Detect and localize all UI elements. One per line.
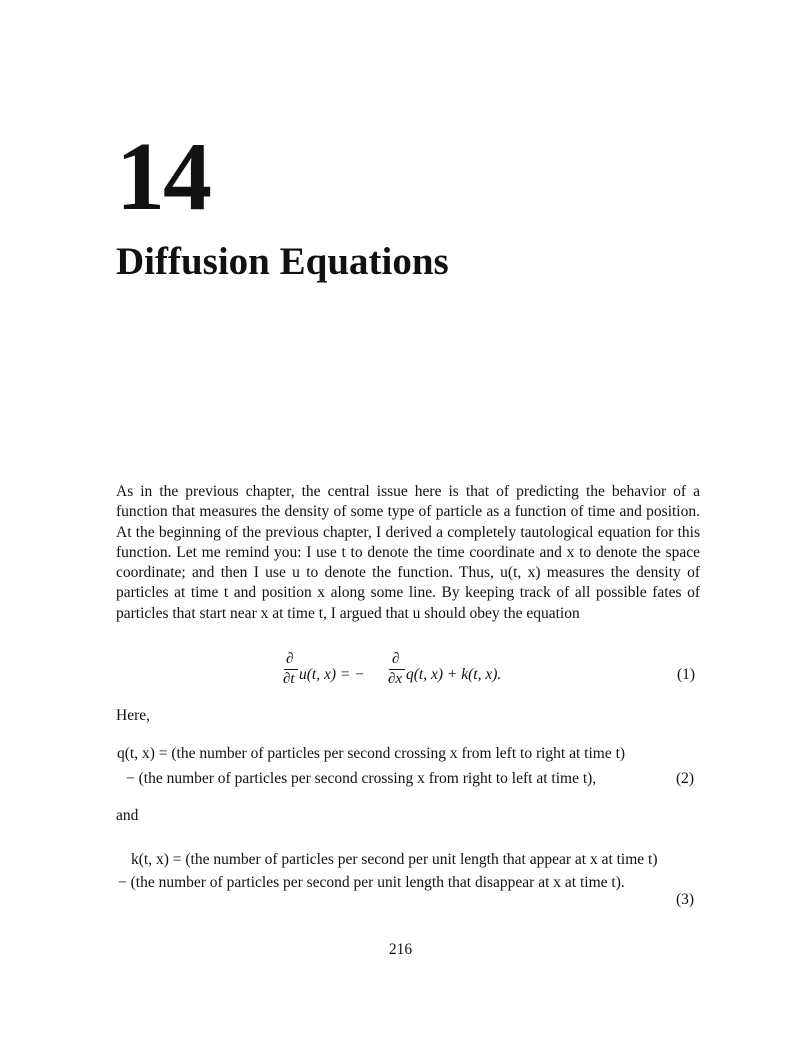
fraction-bar-left [284, 669, 298, 670]
equation-1-rhs: q(t, x) + k(t, x). [406, 666, 502, 683]
equation-2-line-2: − (the number of particles per second crossing x from right to left at time t), [126, 770, 597, 787]
equation-3-line-1: k(t, x) = (the number of particles per second per unit length that appear at x at time t) [131, 851, 658, 868]
equation-3-line-2: − (the number of particles per second per unit length that disappear at x at time t). [118, 874, 625, 891]
equation-3-number: (3) [676, 891, 695, 908]
fraction-bar-right [389, 669, 405, 670]
partial-t-denominator: ∂t [283, 671, 295, 687]
equation-2-number: (2) [676, 770, 695, 787]
page-number: 216 [388, 941, 413, 958]
and-label: and [116, 807, 139, 824]
intro-paragraph: As in the previous chapter, the central issue here is that of predicting the behavior of a function that measures the density of some type of particle as a function of time and position. At the beginning of the previous chapter, I derived a completely tautological equation for this function. Let me remind you: I use t to denote the time coordinate and x to denote the space coordinate; and then I use u to denote the function. Thus, u(t, x) measures the density of particles at time t and position x along some line. By keeping track of all possible fates of particles that start near x at time t, I argued that u should obey the equation [116, 483, 700, 622]
partial-symbol-top-right: ∂ [392, 651, 400, 667]
equation-2-line-1: q(t, x) = (the number of particles per second crossing x from left to right at time t) [117, 745, 626, 762]
equation-1 [0, 652, 801, 696]
partial-symbol-top-left: ∂ [286, 651, 294, 667]
here-label: Here, [116, 707, 150, 724]
equation-1-number: (1) [677, 666, 696, 683]
chapter-title: Diffusion Equations [116, 240, 449, 283]
partial-x-denominator: ∂x [388, 671, 403, 687]
chapter-number: 14 [116, 123, 210, 231]
equation-1-lhs: u(t, x) = − [299, 666, 365, 683]
